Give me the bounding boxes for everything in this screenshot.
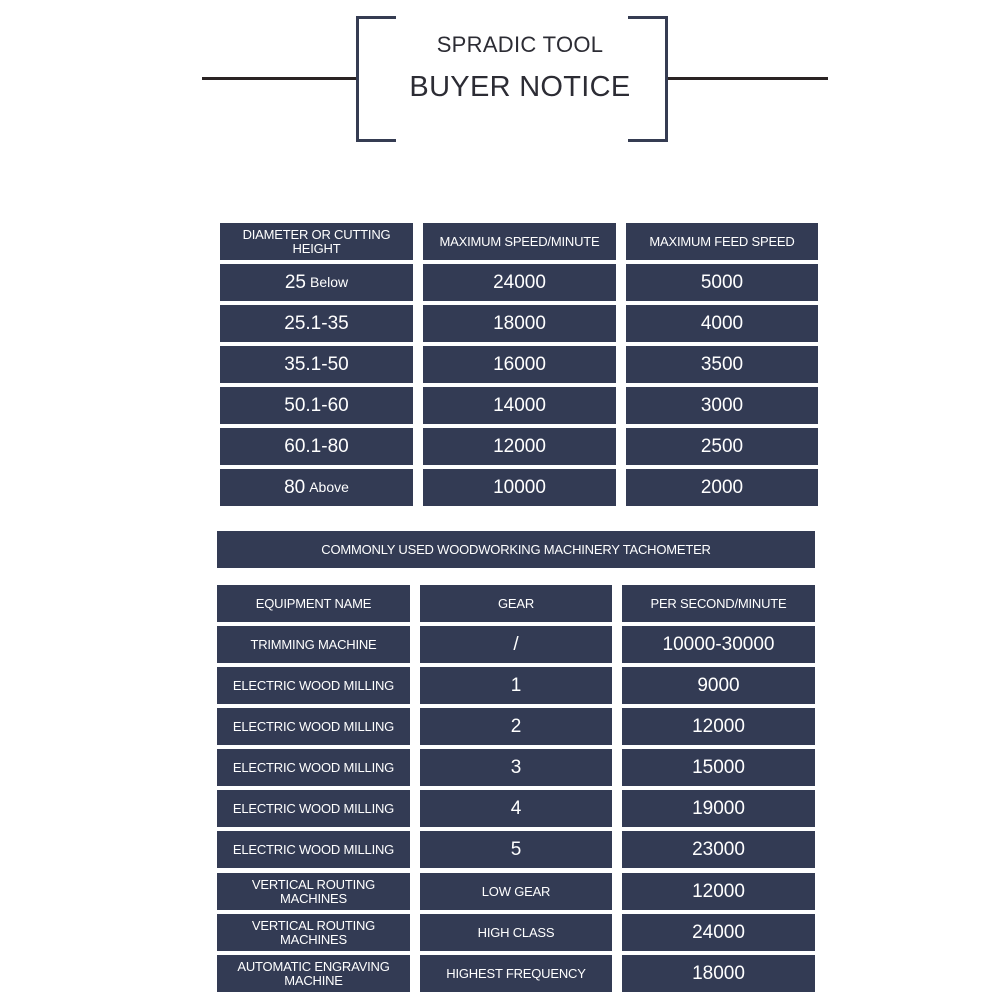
rate-cell: 24000 bbox=[622, 914, 815, 951]
page-header bbox=[0, 0, 1000, 160]
gear-cell: 1 bbox=[420, 667, 612, 704]
max-speed-cell: 16000 bbox=[423, 346, 616, 383]
max-speed-cell: 10000 bbox=[423, 469, 616, 506]
feed-speed-cell: 2500 bbox=[626, 428, 818, 465]
max-speed-cell: 14000 bbox=[423, 387, 616, 424]
gear-cell: HIGHEST FREQUENCY bbox=[420, 955, 612, 992]
gear-cell: 2 bbox=[420, 708, 612, 745]
diameter-cell bbox=[220, 469, 413, 506]
diameter-cell: 50.1-60 bbox=[220, 387, 413, 424]
equipment-name-cell: ELECTRIC WOOD MILLING bbox=[217, 667, 410, 704]
equipment-name-cell: VERTICAL ROUTING MACHINES bbox=[217, 914, 410, 951]
diameter-value: 80 bbox=[284, 476, 306, 498]
rate-cell: 12000 bbox=[622, 708, 815, 745]
rate-cell: 18000 bbox=[622, 955, 815, 992]
gear-cell: 3 bbox=[420, 749, 612, 786]
tacho-col-header-gear: GEAR bbox=[420, 585, 612, 622]
equipment-name-cell: VERTICAL ROUTING MACHINES bbox=[217, 873, 410, 910]
equipment-name-cell: ELECTRIC WOOD MILLING bbox=[217, 831, 410, 868]
header-rule-left bbox=[202, 77, 358, 80]
speed-col-header-diameter: DIAMETER OR CUTTING HEIGHT bbox=[220, 223, 413, 260]
gear-cell: 5 bbox=[420, 831, 612, 868]
gear-cell: HIGH CLASS bbox=[420, 914, 612, 951]
gear-cell: / bbox=[420, 626, 612, 663]
page-title: BUYER NOTICE bbox=[409, 71, 631, 103]
rate-cell: 19000 bbox=[622, 790, 815, 827]
rate-cell: 23000 bbox=[622, 831, 815, 868]
equipment-name-cell: AUTOMATIC ENGRAVING MACHINE bbox=[217, 955, 410, 992]
diameter-value: 25 bbox=[284, 271, 306, 293]
max-speed-cell: 18000 bbox=[423, 305, 616, 342]
equipment-name-cell: ELECTRIC WOOD MILLING bbox=[217, 708, 410, 745]
diameter-cell: 60.1-80 bbox=[220, 428, 413, 465]
header-rule-right bbox=[668, 77, 828, 80]
rate-cell: 12000 bbox=[622, 873, 815, 910]
tacho-col-header-rate: PER SECOND/MINUTE bbox=[622, 585, 815, 622]
feed-speed-cell: 4000 bbox=[626, 305, 818, 342]
tacho-col-header-equipment: EQUIPMENT NAME bbox=[217, 585, 410, 622]
speed-col-header-speed: MAXIMUM SPEED/MINUTE bbox=[423, 223, 616, 260]
equipment-name-cell: ELECTRIC WOOD MILLING bbox=[217, 749, 410, 786]
gear-cell: 4 bbox=[420, 790, 612, 827]
tachometer-table-title: COMMONLY USED WOODWORKING MACHINERY TACHOMETER bbox=[217, 531, 815, 568]
brand-name: SPRADIC TOOL bbox=[436, 32, 604, 57]
diameter-qualifier: Above bbox=[309, 479, 349, 496]
feed-speed-cell: 2000 bbox=[626, 469, 818, 506]
speed-col-header-feed: MAXIMUM FEED SPEED bbox=[626, 223, 818, 260]
feed-speed-cell: 3000 bbox=[626, 387, 818, 424]
feed-speed-cell: 5000 bbox=[626, 264, 818, 301]
feed-speed-cell: 3500 bbox=[626, 346, 818, 383]
diameter-qualifier: Below bbox=[310, 274, 349, 291]
equipment-name-cell: TRIMMING MACHINE bbox=[217, 626, 410, 663]
rate-cell: 10000-30000 bbox=[622, 626, 815, 663]
diameter-cell: 35.1-50 bbox=[220, 346, 413, 383]
rate-cell: 15000 bbox=[622, 749, 815, 786]
max-speed-cell: 24000 bbox=[423, 264, 616, 301]
equipment-name-cell: ELECTRIC WOOD MILLING bbox=[217, 790, 410, 827]
gear-cell: LOW GEAR bbox=[420, 873, 612, 910]
diameter-cell bbox=[220, 264, 413, 301]
max-speed-cell: 12000 bbox=[423, 428, 616, 465]
rate-cell: 9000 bbox=[622, 667, 815, 704]
diameter-cell: 25.1-35 bbox=[220, 305, 413, 342]
